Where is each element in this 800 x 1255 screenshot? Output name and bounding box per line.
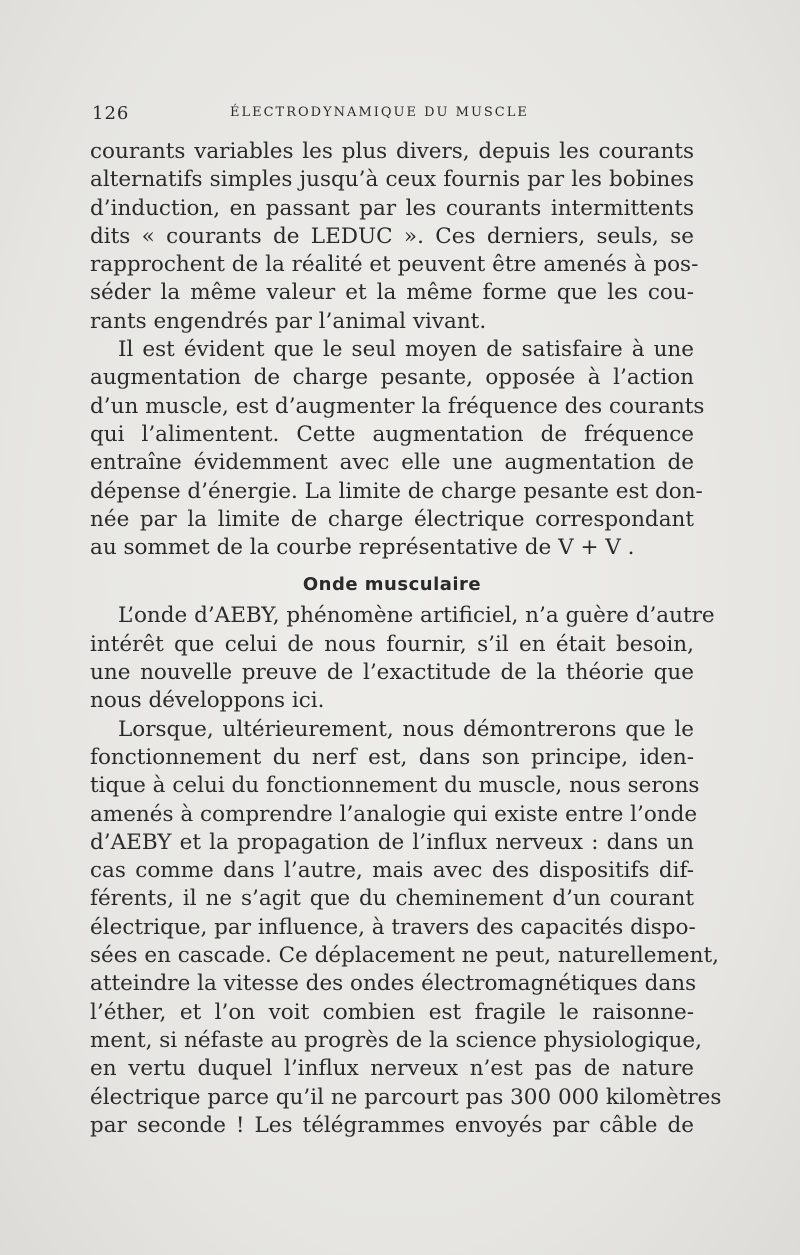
text-line: d’un muscle, est d’augmenter la fréquence des courants — [90, 393, 705, 419]
text-line: amenés à comprendre l’analogie qui existe entre l’onde — [90, 801, 698, 827]
text-line: en vertu duquel l’influx nerveux n’est pas de nature — [90, 1056, 694, 1082]
text-line: une nouvelle preuve de l’exactitude de la théorie que — [90, 660, 694, 686]
text-line: qui l’alimentent. Cette augmentation de fréquence — [90, 421, 694, 447]
text-line: intérêt que celui de nous fournir, s’il en était besoin, — [90, 631, 694, 657]
text-line: fonctionnement du nerf est, dans son principe, iden- — [90, 744, 694, 770]
section-title: Onde musculaire — [302, 574, 482, 596]
text-line: rapprochent de la réalité et peuvent être amenés à pos- — [90, 252, 699, 278]
text-line: née par la limite de charge électrique correspondant — [90, 506, 694, 532]
body-text — [90, 138, 722, 1140]
text-line: Lorsque, ultérieurement, nous démontrerons que le — [118, 716, 694, 742]
text-line: sées en cascade. Ce déplacement ne peut, naturellement, — [90, 943, 719, 969]
text-line: L’onde d’AEBY, phénomène artificiel, n’a guère d’autre — [118, 603, 715, 629]
text-line: électrique, par influence, à travers des capacités dispo- — [90, 914, 696, 940]
page-number: 126 — [92, 103, 130, 124]
text-line: atteindre la vitesse des ondes électromagnétiques dans — [90, 971, 697, 997]
paragraphs-after-section — [90, 602, 722, 1140]
text-line: alternatifs simples jusqu’à ceux fournis par les bobines — [90, 167, 694, 193]
text-line: courants variables les plus divers, depuis les courants — [90, 139, 694, 164]
page-header — [92, 103, 692, 123]
text-line: dépense d’énergie. La limite de charge pesante est don- — [90, 478, 703, 504]
text-line: entraîne évidemment avec elle une augmentation de — [90, 450, 694, 476]
text-line: rants engendrés par l’animal vivant. — [90, 308, 487, 334]
text-line: férents, il ne s’agit que du cheminement d’un courant — [90, 886, 694, 912]
text-line: Il est évident que le seul moyen de satisfaire à une — [118, 337, 694, 363]
paragraphs-before-section — [90, 138, 705, 562]
text-line: l’éther, et l’on voit combien est fragile le raisonne- — [90, 999, 694, 1025]
text-line: au sommet de la courbe représentative de V + V . — [90, 535, 635, 561]
running-head: ÉLECTRODYNAMIQUE DU MUSCLE — [230, 105, 529, 120]
text-line: par seconde ! Les télégrammes envoyés par câble de — [90, 1112, 694, 1138]
text-line: d’induction, en passant par les courants intermittents — [90, 195, 694, 221]
text-line: ment, si néfaste au progrès de la science physiologique, — [90, 1027, 702, 1053]
text-line: dits « courants de LEDUC ». Ces derniers, seuls, se — [90, 223, 694, 249]
text-line: cas comme dans l’autre, mais avec des dispositifs dif- — [90, 858, 694, 884]
text-line: tique à celui du fonctionnement du muscle, nous serons — [90, 773, 700, 799]
text-line: d’AEBY et la propagation de l’influx nerveux : dans un — [90, 829, 694, 855]
text-line: séder la même valeur et la même forme que les cou- — [90, 280, 694, 306]
text-line: électrique parce qu’il ne parcourt pas 300 000 kilomètres — [90, 1084, 722, 1110]
text-line: augmentation de charge pesante, opposée à l’action — [90, 365, 694, 391]
text-line: nous développons ici. — [90, 688, 325, 714]
